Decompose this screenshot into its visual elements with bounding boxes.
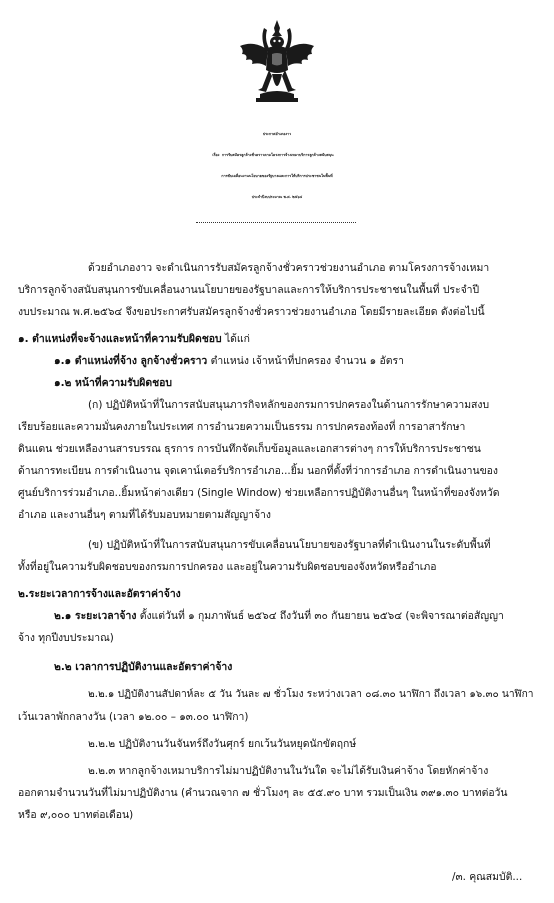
subject-label: เรื่อง [212,153,220,157]
intro-line-2: บริการลูกจ้างสนับสนุนการขับเคลื่อนงานนโยบายของรัฐบาลและการให้บริการประชาชนในพื้นที่ ประจำปี [18,284,480,296]
para-b-line-2: ทั้งที่อยู่ในความรับผิดชอบของกรมการปกครอง และอยู่ในความรับผิดชอบของจังหวัดหรืออำเภอ [18,561,437,573]
dotted-divider [196,222,356,223]
subject-text-1: การรับสมัครลูกจ้างชั่วคราวตามโครงการจ้างเหมาบริการลูกจ้างสนับสนุน [221,153,334,157]
section2-item1 [54,609,504,623]
para-a-line-2: เรียบร้อยและความมั่นคงภายในประเทศ การอำนวยความเป็นธรรม การปกครองท้องที่ การอาสารักษา [18,421,466,433]
sub2: ๒.๒.๒ ปฏิบัติงานวันจันทร์ถึงวันศุกร์ ยกเว้นวันหยุดนักขัตฤกษ์ [88,738,357,750]
announcement-title: ประกาศอำเภองาว [262,132,292,136]
section2-item2: ๒.๒ เวลาการปฏิบัติงานและอัตราค่าจ้าง [54,661,233,673]
announcement-title-block [0,124,554,208]
section2-item1-line-2: จ้าง ทุกปีงบประมาณ) [18,632,114,644]
section1-item1-rest: ตำแหน่ง เจ้าหน้าที่ปกครอง จำนวน ๑ อัตรา [207,355,404,367]
para-a-line-4: ด้านการทะเบียน การดำเนินงาน จุดเคาน์เตอร์บริการอำเภอ...ยิ้ม นอกที่ตั้งที่ว่าการอำเภอ การดำเนินงานของ [18,465,498,477]
section2-item1-rest: ตั้งแต่วันที่ ๑ กุมภาพันธ์ ๒๕๖๔ ถึงวันที่ ๓๐ กันยายน ๒๕๖๔ (จะพิจารณาต่อสัญญา [136,610,504,622]
sub3-line-1: ๒.๒.๓ หากลูกจ้างเหมาบริการไม่มาปฏิบัติงานในวันใด จะไม่ได้รับเงินค่าจ้าง โดยหักค่าจ้าง [88,765,489,777]
subject-line-2: การขับเคลื่อนงานนโยบายของรัฐบาลและการให้บริการประชาชนในพื้นที่ [221,174,333,178]
next-page-marker: /๓. คุณสมบัติ... [452,871,523,883]
para-a-line-5: ศูนย์บริการร่วมอำเภอ..ยิ้มหน้าต่างเดียว (Single Window) ช่วยเหลือการปฏิบัติงานอื่นๆ ในหน้าที่ของจังหวัด [18,487,500,499]
section1-heading-bold: ๑. ตำแหน่งที่จะจ้างและหน้าที่ความรับผิดชอบ [18,333,222,345]
intro-line-3: งบประมาณ พ.ศ.๒๕๖๔ จึงขอประกาศรับสมัครลูกจ้างชั่วคราวช่วยงานอำเภอ โดยมีรายละเอียด ดังต่อไปนี้ [18,306,485,318]
section1-item1-bold: ๑.๑ ตำแหน่งที่จ้าง ลูกจ้างชั่วคราว [54,355,208,367]
garuda-emblem-icon [236,18,318,110]
sub1-line-1: ๒.๒.๑ ปฏิบัติงานสัปดาห์ละ ๕ วัน วันละ ๗ ชั่วโมง ระหว่างเวลา ๐๘.๓๐ นาฬิกา ถึงเวลา ๑๖.๓๐ นาฬิกา [88,689,534,700]
section2-heading: ๒.ระยะเวลาการจ้างและอัตราค่าจ้าง [18,588,181,600]
sub3-line-3: หรือ ๙,๐๐๐ บาทต่อเดือน) [18,809,134,821]
section1-heading [18,332,250,346]
section1-heading-rest: ได้แก่ [221,333,250,345]
intro-line-1: ด้วยอำเภองาว จะดำเนินการรับสมัครลูกจ้างชั่วคราวช่วยงานอำเภอ ตามโครงการจ้างเหมา [88,262,490,274]
subject-line-1 [0,145,550,166]
section1-item2: ๑.๒ หน้าที่ความรับผิดชอบ [54,377,173,389]
sub3-line-2: ออกตามจำนวนวันที่ไม่มาปฏิบัติงาน (คำนวณจาก ๗ ชั่วโมงๆ ละ ๕๕.๙๐ บาท รวมเป็นเงิน ๓๙๑.๓๐ บาทต่อวัน [18,787,508,799]
para-a-line-6: อำเภอ และงานอื่นๆ ตามที่ได้รับมอบหมายตามสัญญาจ้าง [18,509,271,521]
subject-line-3: ประจำปีงบประมาณ พ.ศ. ๒๕๖๔ [251,195,303,199]
para-b-line-1: (ข) ปฏิบัติหน้าที่ในการสนับสนุนการขับเคลื่อนนโยบายของรัฐบาลที่ดำเนินงานในระดับพื้นที่ [88,539,491,551]
para-a-line-1: (ก) ปฏิบัติหน้าที่ในการสนับสนุนภารกิจหลักของกรมการปกครองในด้านการรักษาความสงบ [88,399,490,411]
para-a-line-3: ดินแดน ช่วยเหลืองานสารบรรณ ธุรการ การบันทึกจัดเก็บข้อมูลและเอกสารต่างๆ การให้บริการประชาชน [18,443,481,455]
section1-item1 [54,354,404,368]
sub1-line-2: เว้นเวลาพักกลางวัน (เวลา ๑๒.๐๐ – ๑๓.๐๐ นาฬิกา) [18,711,249,723]
section2-item1-bold: ๒.๑ ระยะเวลาจ้าง [54,610,137,622]
